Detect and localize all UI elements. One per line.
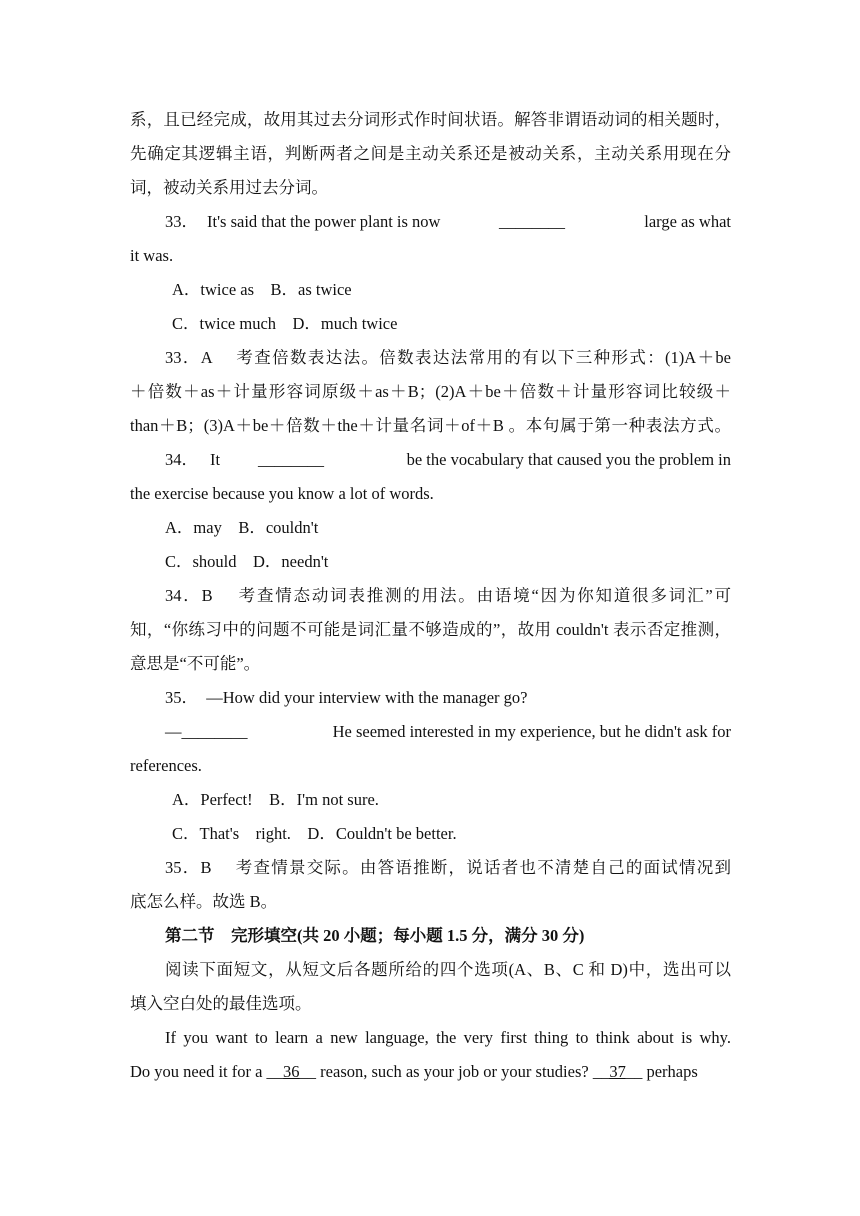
- text-line: 意思是“不可能”。: [130, 654, 261, 673]
- answer-explanation: 34．B 考查情态动词表推测的用法。由语境“因为你知道很多词汇”可: [165, 586, 731, 605]
- passage-text: __ perhaps: [625, 1062, 698, 1081]
- text-line: 先确定其逻辑主语，判断两者之间是主动关系还是被动关系，主动关系用现在分: [130, 144, 731, 163]
- answer-explanation: 33．A 考查倍数表达法。倍数表达法常用的有以下三种形式：(1)A＋be: [165, 348, 731, 367]
- text-line: references.: [130, 756, 202, 775]
- question-stem: It: [210, 450, 221, 469]
- blank-number: 36: [283, 1062, 300, 1081]
- question-35-response: [165, 720, 731, 744]
- question-number: 33．: [165, 212, 198, 231]
- option-line: C．twice much D．much twice: [172, 314, 398, 333]
- section-heading: 第二节 完形填空(共 20 小题；每小题 1.5 分，满分 30 分): [165, 926, 585, 945]
- question-number: 34．: [165, 450, 198, 469]
- question-stem-end: large as what: [644, 212, 731, 231]
- instruction-line: 填入空白处的最佳选项。: [130, 994, 312, 1013]
- text-line: than＋B；(3)A＋be＋倍数＋the＋计量名词＋of＋B 。本句属于第一种表法方式。: [130, 416, 731, 435]
- answer-explanation: 35．B 考查情景交际。由答语推断，说话者也不清楚自己的面试情况到: [165, 858, 731, 877]
- option-line: A．twice as B．as twice: [172, 280, 352, 299]
- passage-text: Do you need it for a __: [130, 1062, 284, 1081]
- text-line: 词，被动关系用过去分词。: [130, 178, 328, 197]
- text-line: the exercise because you know a lot of words.: [130, 484, 434, 503]
- text-line: ＋倍数＋as＋计量形容词原级＋as＋B；(2)A＋be＋倍数＋计量形容词比较级＋: [130, 382, 731, 401]
- answer-blank: —________: [165, 722, 248, 741]
- option-line: A．Perfect! B．I'm not sure.: [172, 790, 379, 809]
- passage-line: [130, 1060, 731, 1084]
- question-stem-end: be the vocabulary that caused you the problem in: [406, 450, 731, 469]
- text-line: 底怎么样。故选 B。: [130, 892, 278, 911]
- passage-text: __ reason, such as your job or your studies? __: [299, 1062, 610, 1081]
- option-line: C．should D．needn't: [165, 552, 329, 571]
- text-line: 系，且已经完成，故用其过去分词形式作时间状语。解答非谓语动词的相关题时，: [130, 110, 731, 129]
- blank-number: 37: [609, 1062, 626, 1081]
- text-line: it was.: [130, 246, 174, 265]
- answer-blank: ________: [258, 450, 324, 469]
- answer-blank: ________: [499, 212, 565, 231]
- question-stem: It's said that the power plant is now: [207, 212, 441, 231]
- question-34: [165, 448, 731, 472]
- text-line: 知，“你练习中的问题不可能是词汇量不够造成的”，故用 couldn't 表示否定推测，: [130, 620, 731, 639]
- instruction-line: 阅读下面短文，从短文后各题所给的四个选项(A、B、C 和 D)中，选出可以: [165, 960, 731, 979]
- question-33: [165, 210, 731, 234]
- option-line: C．That's right. D．Couldn't be better.: [172, 824, 457, 843]
- question-35: 35． —How did your interview with the manager go?: [165, 688, 528, 707]
- passage-line: If you want to learn a new language, the very first thing to think about is why.: [165, 1028, 731, 1047]
- question-stem-end: He seemed interested in my experience, but he didn't ask for: [332, 722, 731, 741]
- option-line: A．may B．couldn't: [165, 518, 319, 537]
